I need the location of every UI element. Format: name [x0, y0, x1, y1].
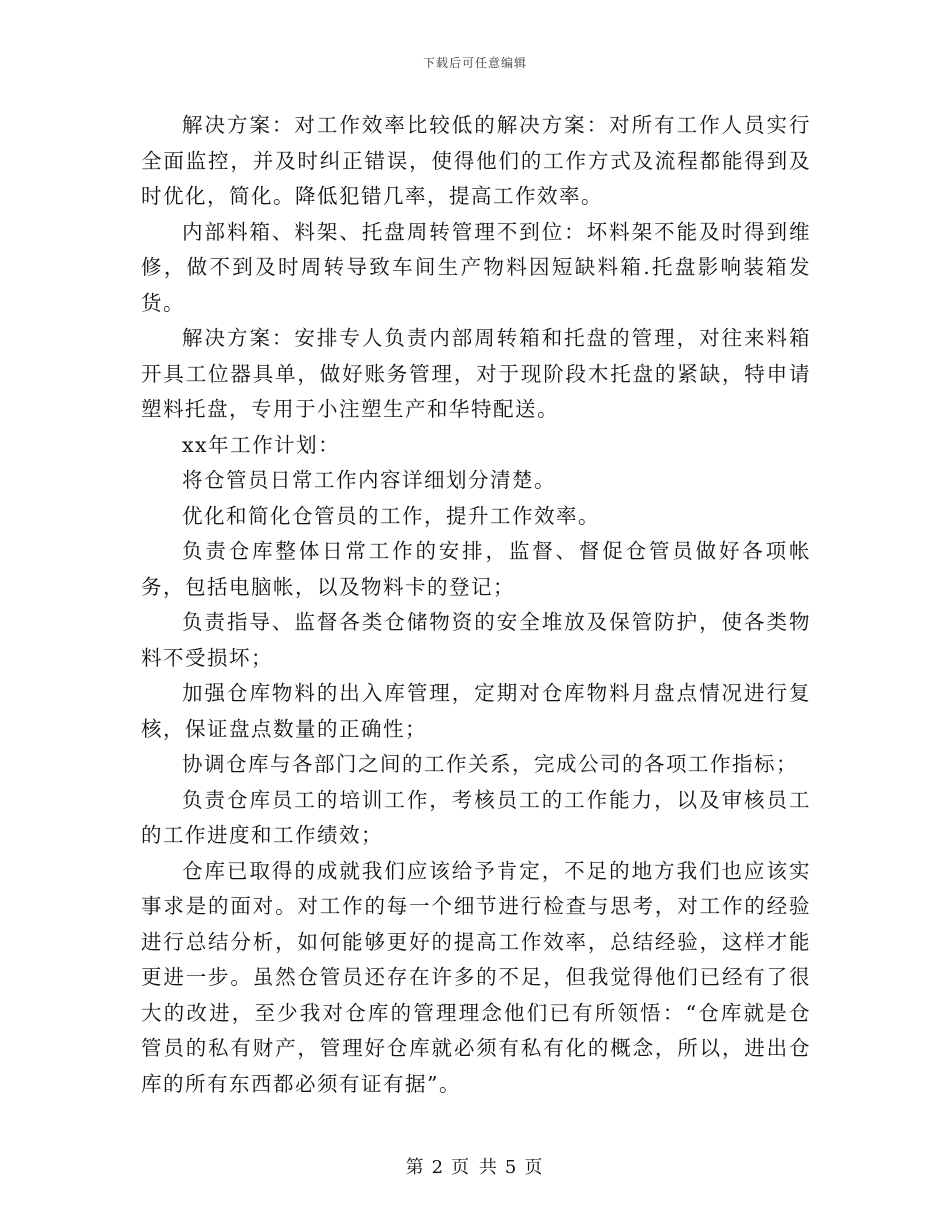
page-number-footer — [0, 1153, 950, 1179]
paragraph: 负责指导、监督各类仓储物资的安全堆放及保管防护，使各类物料不受损坏； — [141, 610, 811, 670]
paragraph: 负责仓库员工的培训工作，考核员工的工作能力，以及审核员工的工作进度和工作绩效； — [141, 787, 811, 847]
paragraph: 加强仓库物料的出入库管理，定期对仓库物料月盘点情况进行复核，保证盘点数量的正确性； — [141, 681, 811, 741]
footer-suffix: 页 — [524, 1157, 545, 1178]
page-header: 下载后可任意编辑 — [422, 56, 527, 70]
paragraph: 仓库已取得的成就我们应该给予肯定，不足的地方我们也应该实事求是的面对。对工作的每一个细节进行检查与思考，对工作的经验进行总结分析，如何能够更好的提高工作效率，总结经验，这样才能更进一步。虽然仓管员还存在许多的不足，但我觉得他们已经有了很大的改进，至少我对仓库的管理理念他们已有所领悟：“仓库就是仓管员的私有财产，管理好仓库就必须有私有化的概念，所以，进出仓库的所有东西都必须有证有据”。 — [141, 858, 811, 1096]
paragraph: 负责仓库整体日常工作的安排，监督、督促仓管员做好各项帐务，包括电脑帐，以及物料卡的登记； — [141, 539, 811, 599]
footer-middle: 页 共 — [451, 1157, 499, 1178]
document-body — [141, 108, 811, 1102]
paragraph: 优化和简化仓管员的工作，提升工作效率。 — [182, 503, 600, 528]
footer-current-page: 2 — [431, 1157, 446, 1178]
paragraph: 将仓管员日常工作内容详细划分清楚。 — [182, 468, 556, 492]
footer-prefix: 第 — [405, 1157, 426, 1178]
paragraph: 解决方案：安排专人负责内部周转箱和托盘的管理，对往来料箱开具工位器具单，做好账务管理，对于现阶段木托盘的紧缺，特申请塑料托盘，专用于小注塑生产和华特配送。 — [141, 326, 811, 421]
paragraph: 协调仓库与各部门之间的工作关系，完成公司的各项工作指标； — [182, 752, 798, 776]
footer-total-pages: 5 — [504, 1157, 519, 1178]
paragraph: 内部料箱、料架、托盘周转管理不到位：坏料架不能及时得到维修，做不到及时周转导致车间生产物料因短缺料箱.托盘影响装箱发货。 — [141, 219, 811, 315]
paragraph: 解决方案：对工作效率比较低的解决方案：对所有工作人员实行全面监控，并及时纠正错误，使得他们的工作方式及流程都能得到及时优化，简化。降低犯错几率，提高工作效率。 — [141, 113, 811, 208]
paragraph: xx年工作计划： — [182, 432, 341, 457]
